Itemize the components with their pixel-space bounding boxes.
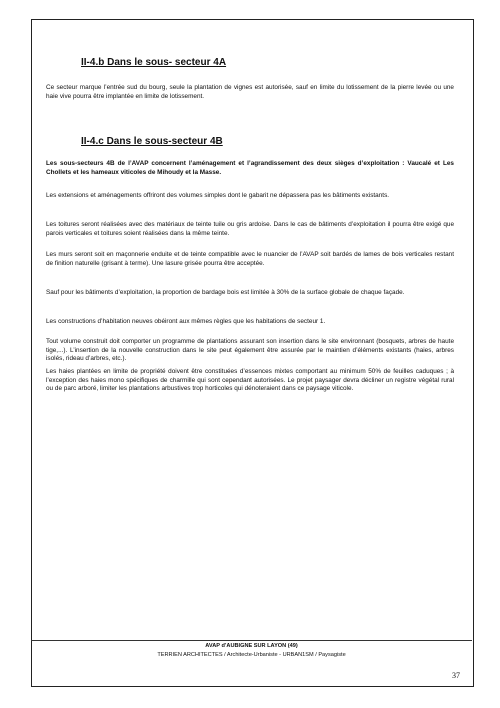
section-4c-paragraph-2: Les toitures seront réalisées avec des matériaux de teinte tuile ou gris ardoise. Dans le cas de bâtiments d’exploitation il pourra être exigé que parois verticales et toitures soient réalisées dans la même teinte. (46, 221, 454, 237)
section-4c-intro: Les sous-secteurs 4B de l’AVAP concernent l’aménagement et l’agrandissement des deux sièges d’exploitation : Vaucalé et Les Chollets et les hameaux viticoles de Mihoudy et la Masse. (46, 160, 454, 176)
section-4c-paragraph-1: Les extensions et aménagements offriront des volumes simples dont le gabarit ne dépassera pas les bâtiments existants. (46, 192, 390, 199)
section-4c-paragraph-6: Tout volume construit doit comporter un programme de plantations assurant son insertion dans le site environnant (bosquets, arbres de haute tige,...). L’insertion de la nouvelle construction dans le site peut également être assurée par le maintien d’éléments existants (haies, arbres isolés, rideau d’arbres, etc.). (46, 338, 454, 362)
section-4b-paragraph: Ce secteur marque l’entrée sud du bourg, seule la plantation de vignes est autorisée, sauf en limite du lotissement de la pierre levée ou une haie vive pourra être implantée en limite de lotissement. (46, 84, 454, 100)
footer-divider (31, 640, 472, 641)
section-4c-paragraph-4: Sauf pour les bâtiments d’exploitation, la proportion de bardage bois est limitée à 30% de la surface globale de chaque façade. (46, 289, 405, 296)
section-4c-paragraph-7: Les haies plantées en limite de propriété doivent être constituées d’essences mixtes comportant au minimum 50% de feuilles caduques ; à l’exception des haies mono spécifiques de charmille qui sont cependant autorisées. Le projet paysager devra décliner un registre végétal rural ou de parc arboré, limiter les plantations arbustives trop horticoles qui dénoteraient dans ce paysage viticole. (46, 368, 454, 392)
section-4c-heading: II-4.c Dans le sous-secteur 4B (81, 136, 223, 147)
section-4b-heading: II-4.b Dans le sous- secteur 4A (81, 57, 227, 68)
section-4c-paragraph-5: Les constructions d’habitation neuves obéiront aux mêmes règles que les habitations de secteur 1. (46, 318, 326, 325)
footer-subtitle: TERRIEN ARCHITECTES / Architecte-Urbaniste - URBAN1SM / Paysagiste (157, 652, 346, 658)
footer-title: AVAP d’AUBIGNE SUR LAYON (49) (205, 643, 298, 649)
page-number: 37 (452, 671, 460, 680)
section-4c-paragraph-3: Les murs seront soit en maçonnerie enduite et de teinte compatible avec le nuancier de l’AVAP soit bardés de lames de bois verticales restant de finition naturelle (grisant à terme). Une lasure grisée pourra être acceptée. (46, 251, 454, 267)
